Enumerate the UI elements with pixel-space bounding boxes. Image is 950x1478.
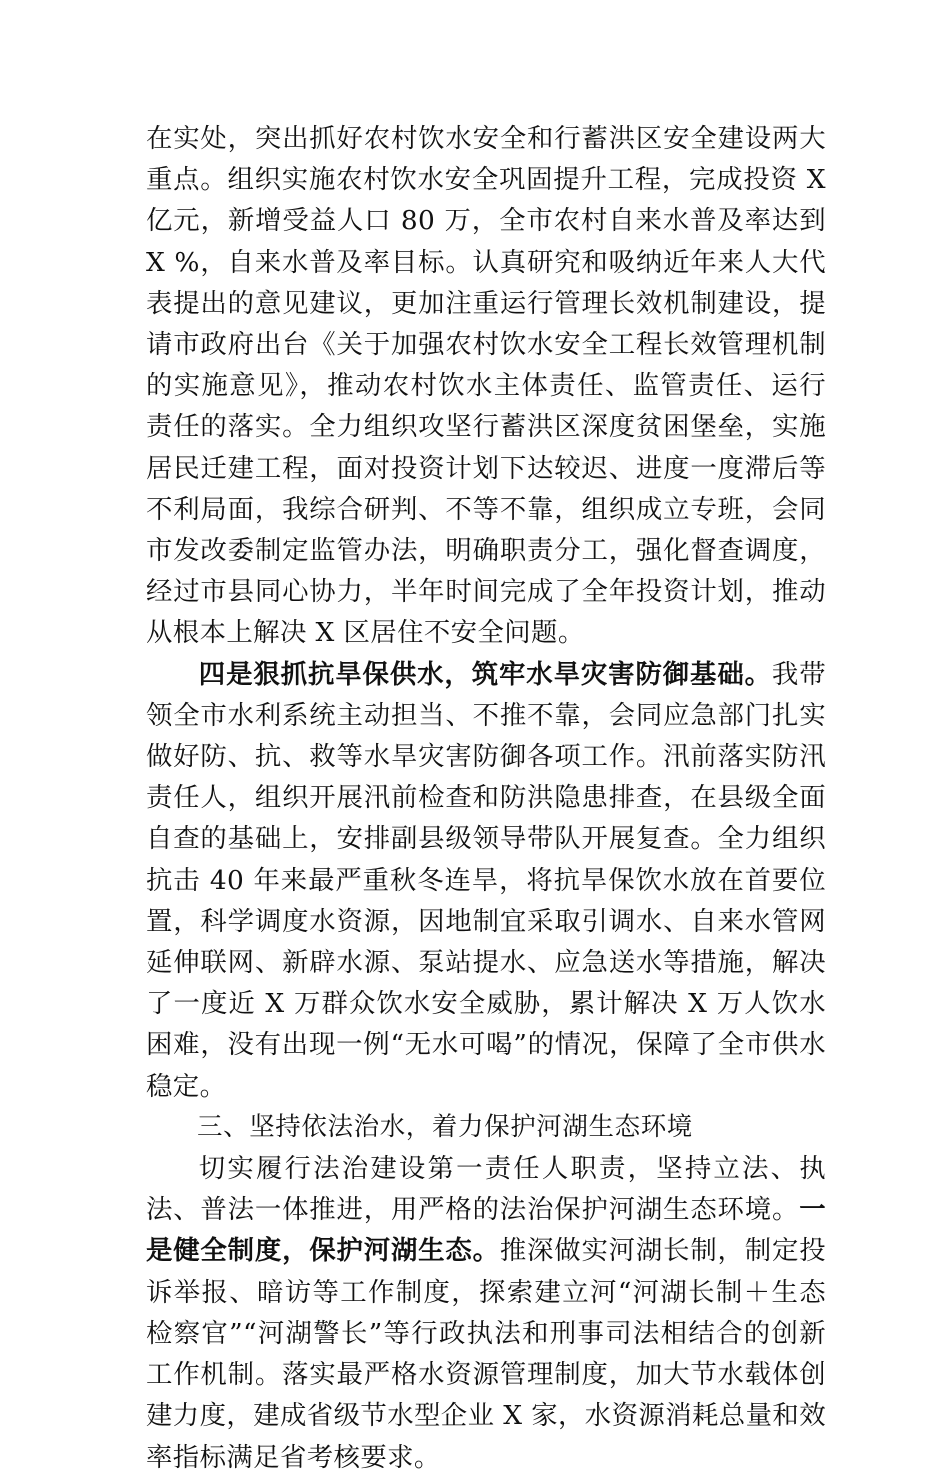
paragraph-rural-water-safety bbox=[146, 118, 826, 654]
section-heading-3: 三、坚持依法治水，着力保护河湖生态环境 bbox=[197, 1111, 693, 1142]
paragraph-text: 在实处，突出抓好农村饮水安全和行蓄洪区安全建设两大重点。组织实施农村饮水安全巩固提升工程，完成投资 X 亿元，新增受益人口 80 万，全市农村自来水普及率达到 X %，自来水普及率目标。认真研究和吸纳近年来人大代表提出的意见建议，更加注重运行管理长效机制建设，提请市政府出台《关于加强农村饮水安全工程长效管理机制的实施意见》，推动农村饮水主体责任、监管责任、运行责任的落实。全力组织攻坚行蓄洪区深度贫困堡垒，实施居民迁建工程，面对投资计划下达较迟、进度一度滞后等不利局面，我综合研判、不等不靠，组织成立专班，会同市发改委制定监管办法，明确职责分工，强化督查调度，经过市县同心协力，半年时间完成了全年投资计划，推动从根本上解决 X 区居住不安全问题。 bbox=[146, 123, 826, 649]
paragraph-rule-of-law bbox=[146, 1148, 826, 1478]
paragraph-lead-bold: 一是健全制度，保护河湖生态。 bbox=[146, 1194, 826, 1267]
paragraph-text: 推深做实河湖长制，制定投诉举报、暗访等工作制度，探索建立河“河湖长制＋生态检察官”“河湖警长”等行政执法和刑事司法相结合的创新工作机制。落实最严格水资源管理制度，加大节水载体创建力度，建成省级节水型企业 X 家，水资源消耗总量和效率指标满足省考核要求。 bbox=[146, 1235, 826, 1473]
paragraph-text: 切实履行法治建设第一责任人职责，坚持立法、执法、普法一体推进，用严格的法治保护河湖生态环境。 bbox=[146, 1153, 826, 1226]
paragraph-lead-bold: 四是狠抓抗旱保供水，筑牢水旱灾害防御基础。 bbox=[198, 658, 772, 690]
paragraph-text: 我带领全市水利系统主动担当、不推不靠，会同应急部门扎实做好防、抗、救等水旱灾害防御各项工作。汛前落实防汛责任人，组织开展汛前检查和防洪隐患排查，在县级全面自查的基础上，安排副县级领导带队开展复查。全力组织抗击 40 年来最严重秋冬连旱，将抗旱保饮水放在首要位置，科学调度水资源，因地制宜采取引调水、自来水管网延伸联网、新辟水源、泵站提水、应急送水等措施，解决了一度近 X 万群众饮水安全威胁，累计解决 X 万人饮水困难，没有出现一例“无水可喝”的情况，保障了全市供水稳定。 bbox=[146, 658, 826, 1102]
document-body bbox=[146, 118, 826, 1478]
paragraph-drought-defense bbox=[146, 654, 826, 1107]
